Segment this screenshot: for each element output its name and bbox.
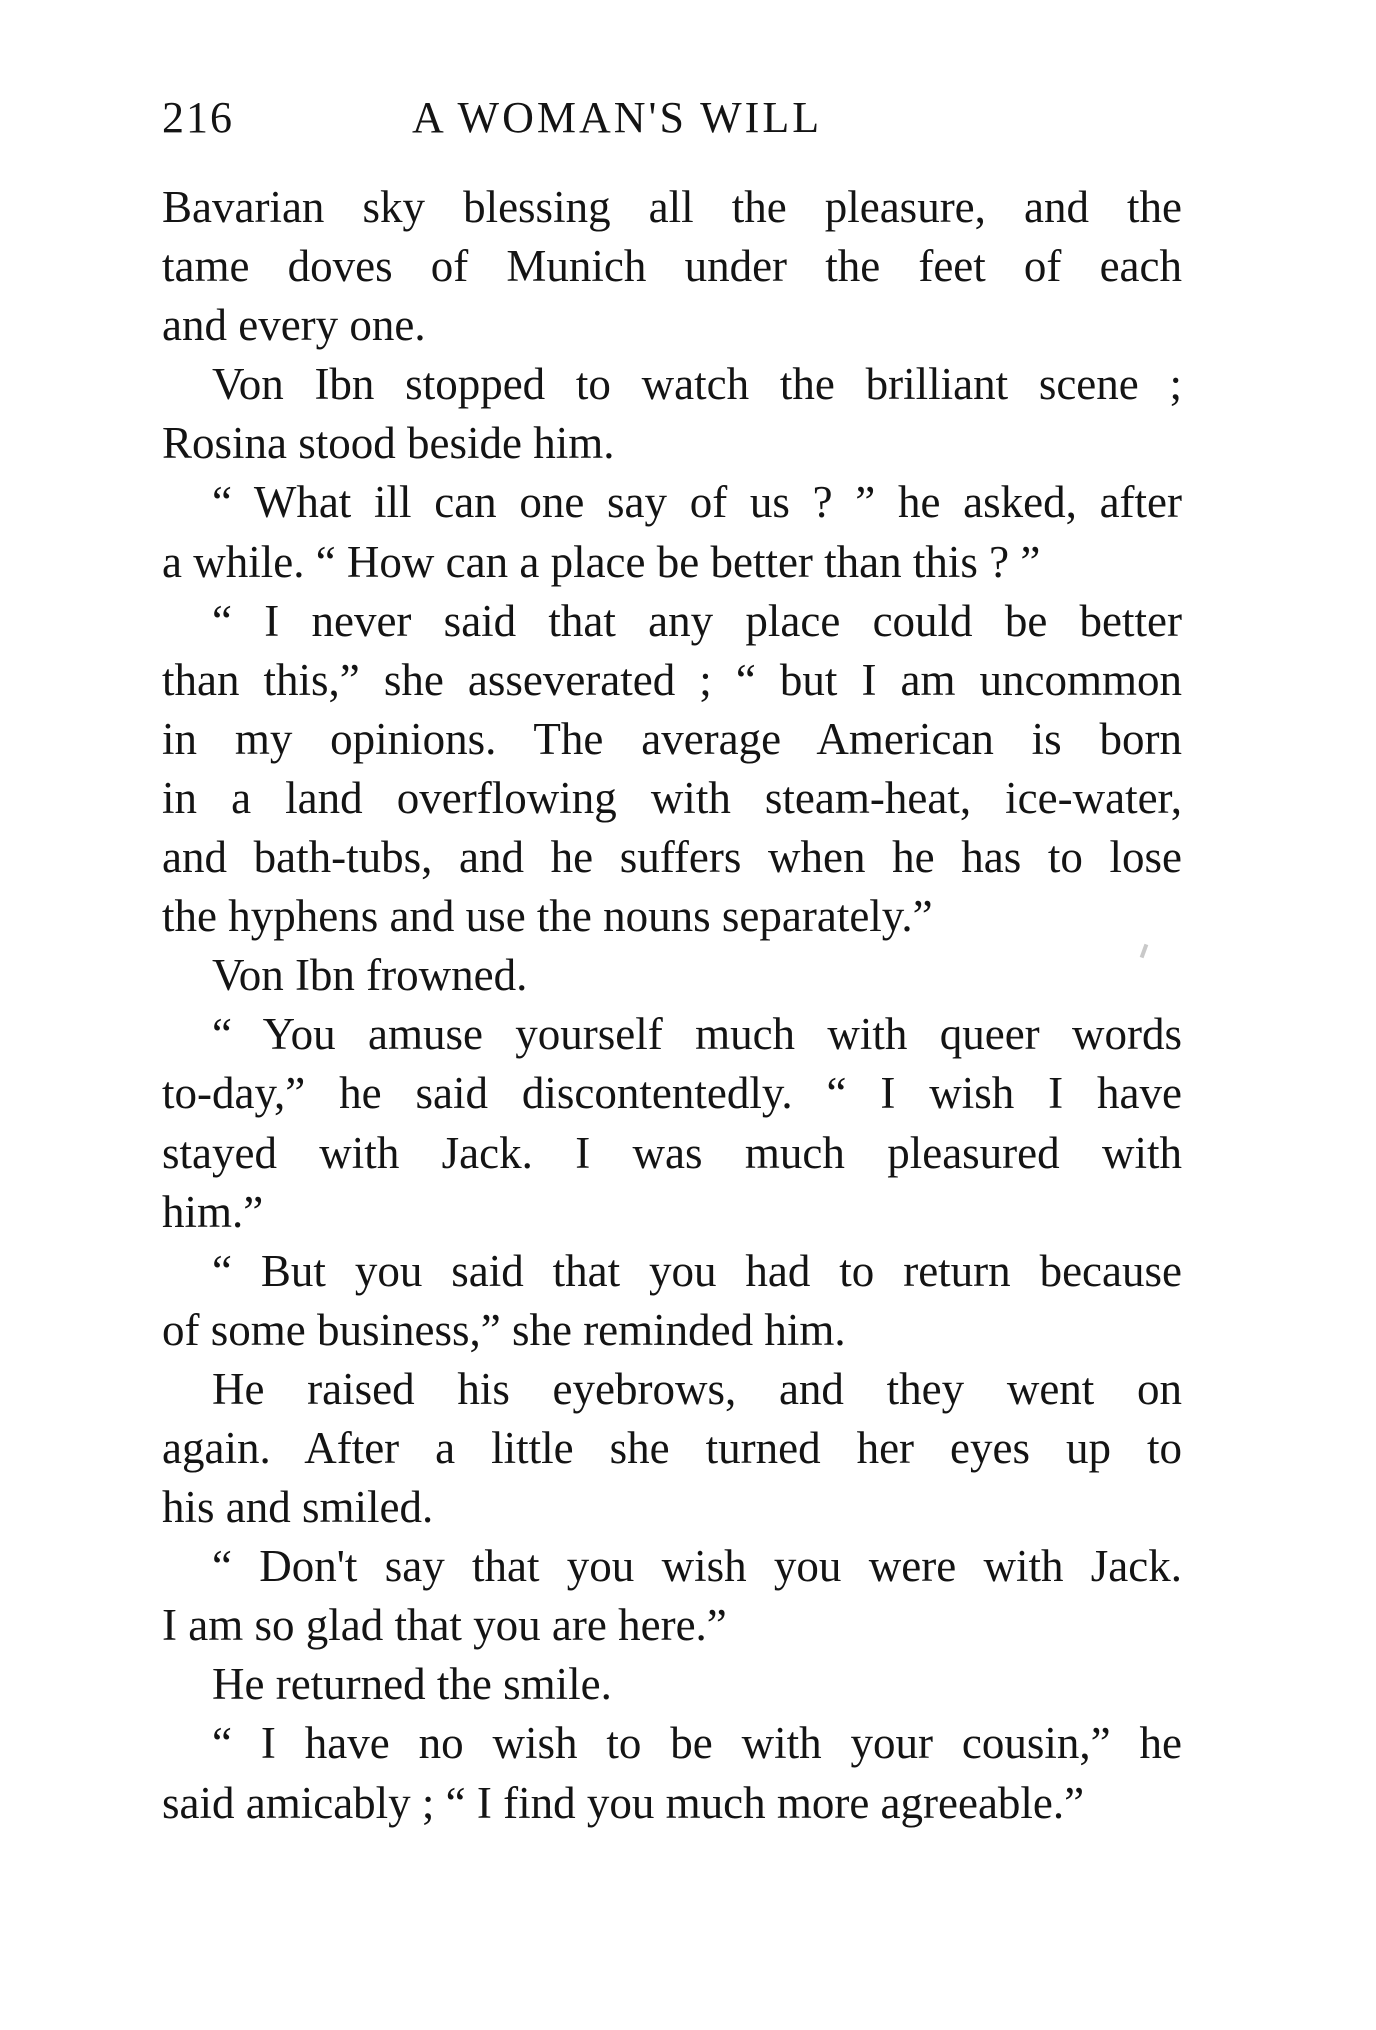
text-line: of some business,” she reminded him.: [162, 1304, 846, 1355]
text-line: Von Ibn stopped to watch the brilliant scene ;: [212, 359, 1182, 410]
text-line: “ Don't say that you wish you were with Jack.: [212, 1541, 1182, 1592]
text-line: to-day,” he said discontentedly. “ I wish I have: [162, 1068, 1182, 1119]
text-line: and every one.: [162, 300, 426, 351]
text-line: “ What ill can one say of us ? ” he asked, after: [212, 477, 1182, 528]
body-text: [162, 178, 1182, 1833]
text-line: in my opinions. The average American is born: [162, 713, 1182, 764]
text-line: and bath-tubs, and he suffers when he has to lose: [162, 832, 1182, 883]
page-number: 216: [162, 93, 234, 142]
text-line: than this,” she asseverated ; “ but I am uncommon: [162, 654, 1182, 705]
running-title: A WOMAN'S WILL: [412, 93, 823, 142]
text-line: said amicably ; “ I find you much more agreeable.”: [162, 1777, 1085, 1828]
text-line: tame doves of Munich under the feet of each: [162, 241, 1182, 292]
text-line: again. After a little she turned her eyes up to: [162, 1422, 1182, 1473]
text-line: He returned the smile.: [212, 1659, 612, 1710]
text-line: Von Ibn frowned.: [212, 950, 528, 1001]
text-line: “ I have no wish to be with your cousin,” he: [212, 1718, 1182, 1769]
text-line: “ You amuse yourself much with queer words: [212, 1009, 1182, 1060]
text-line: I am so glad that you are here.”: [162, 1600, 727, 1651]
running-header: [162, 88, 1182, 148]
text-line: He raised his eyebrows, and they went on: [212, 1363, 1182, 1414]
text-line: him.”: [162, 1186, 264, 1237]
text-line: “ I never said that any place could be better: [212, 595, 1182, 646]
text-line: in a land overflowing with steam-heat, ice-water,: [162, 772, 1182, 823]
text-line: the hyphens and use the nouns separately.”: [162, 891, 933, 942]
text-line: a while. “ How can a place be better than this ? ”: [162, 536, 1041, 587]
text-line: his and smiled.: [162, 1482, 434, 1533]
text-line: Bavarian sky blessing all the pleasure, and the: [162, 182, 1182, 232]
text-line: Rosina stood beside him.: [162, 418, 615, 469]
text-line: stayed with Jack. I was much pleasured with: [162, 1127, 1182, 1178]
text-line: “ But you said that you had to return because: [212, 1245, 1182, 1296]
